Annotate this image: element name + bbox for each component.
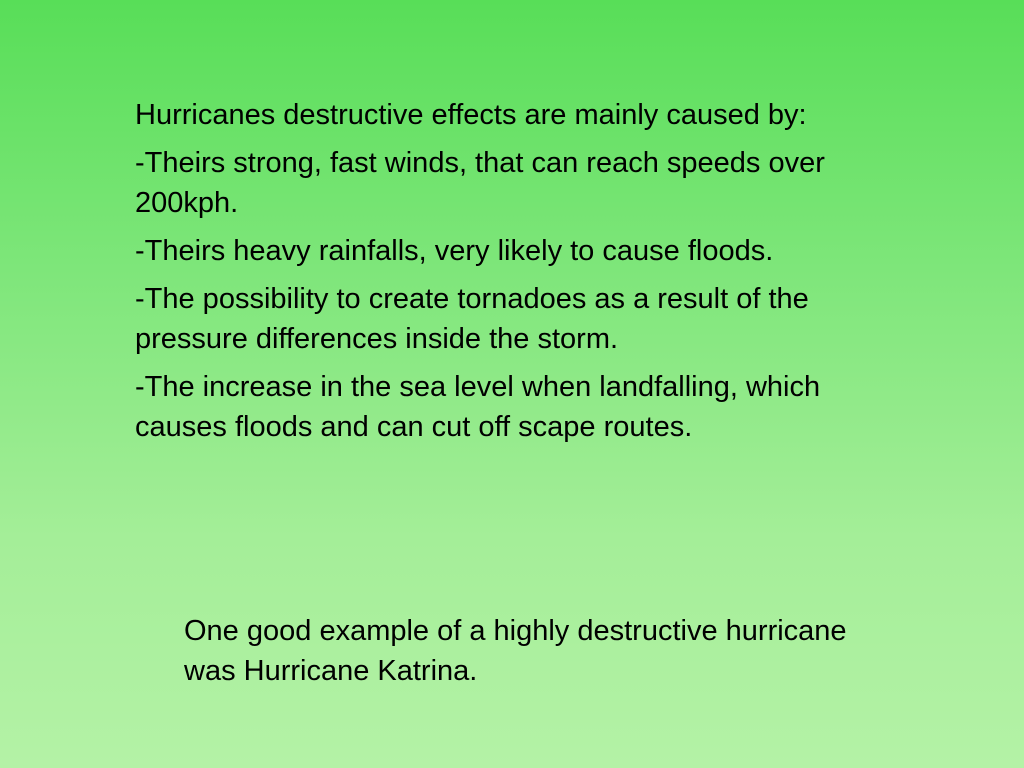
intro-paragraph: Hurricanes destructive effects are mainly caused by:	[135, 99, 807, 131]
point-tornadoes: -The possibility to create tornadoes as a result of the pressure differences inside the storm.	[135, 283, 809, 355]
point-winds: -Theirs strong, fast winds, that can reach speeds over 200kph.	[135, 147, 825, 219]
point-rainfall: -Theirs heavy rainfalls, very likely to cause floods.	[135, 235, 774, 267]
example-block	[184, 611, 884, 691]
example-paragraph: One good example of a highly destructive hurricane was Hurricane Katrina.	[184, 615, 847, 687]
point-sea-level: -The increase in the sea level when landfalling, which causes floods and can cut off scape routes.	[135, 371, 821, 443]
slide-body	[135, 95, 905, 455]
